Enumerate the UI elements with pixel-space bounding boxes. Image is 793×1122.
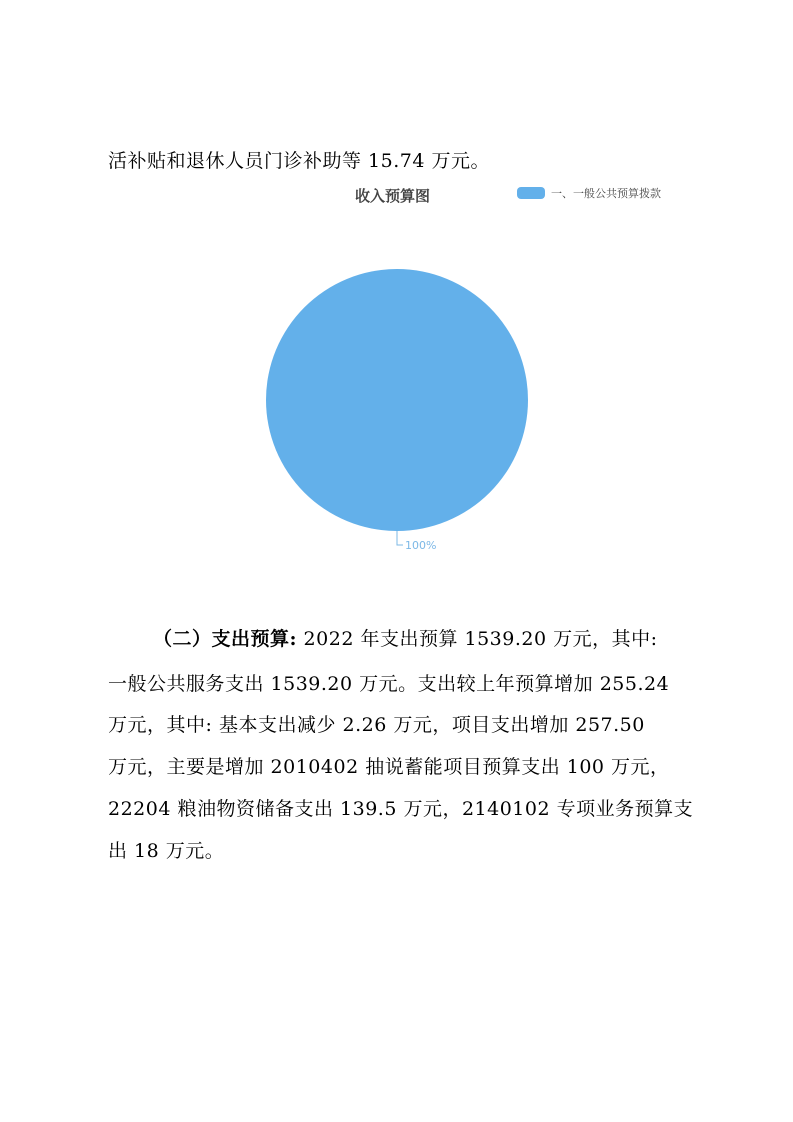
section2-heading: （二）支出预算:	[153, 628, 298, 650]
section2-line-2: 万元，其中: 基本支出减少 2.26 万元，项目支出增加 257.50	[108, 714, 645, 736]
section2-line-1: 一般公共服务支出 1539.20 万元。支出较上年预算增加 255.24	[108, 673, 670, 695]
section2-first-line	[153, 628, 658, 650]
section2-line-0: 2022 年支出预算 1539.20 万元，其中:	[297, 628, 658, 650]
slice-leader-line	[397, 531, 403, 545]
chart-title: 收入预算图	[355, 187, 431, 205]
section2-line-5: 出 18 万元。	[108, 840, 225, 862]
slice-percent-label: 100%	[405, 539, 437, 552]
paragraph-line: 活补贴和退休人员门诊补助等 15.74 万元。	[108, 150, 490, 172]
pie-slice	[266, 269, 528, 531]
legend-label: 一、一般公共预算拨款	[551, 187, 661, 200]
section2-line-4: 22204 粮油物资储备支出 139.5 万元，2140102 专项业务预算支	[108, 798, 694, 820]
section2-line-3: 万元，主要是增加 2010402 抽说蓄能项目预算支出 100 万元，	[108, 756, 670, 778]
